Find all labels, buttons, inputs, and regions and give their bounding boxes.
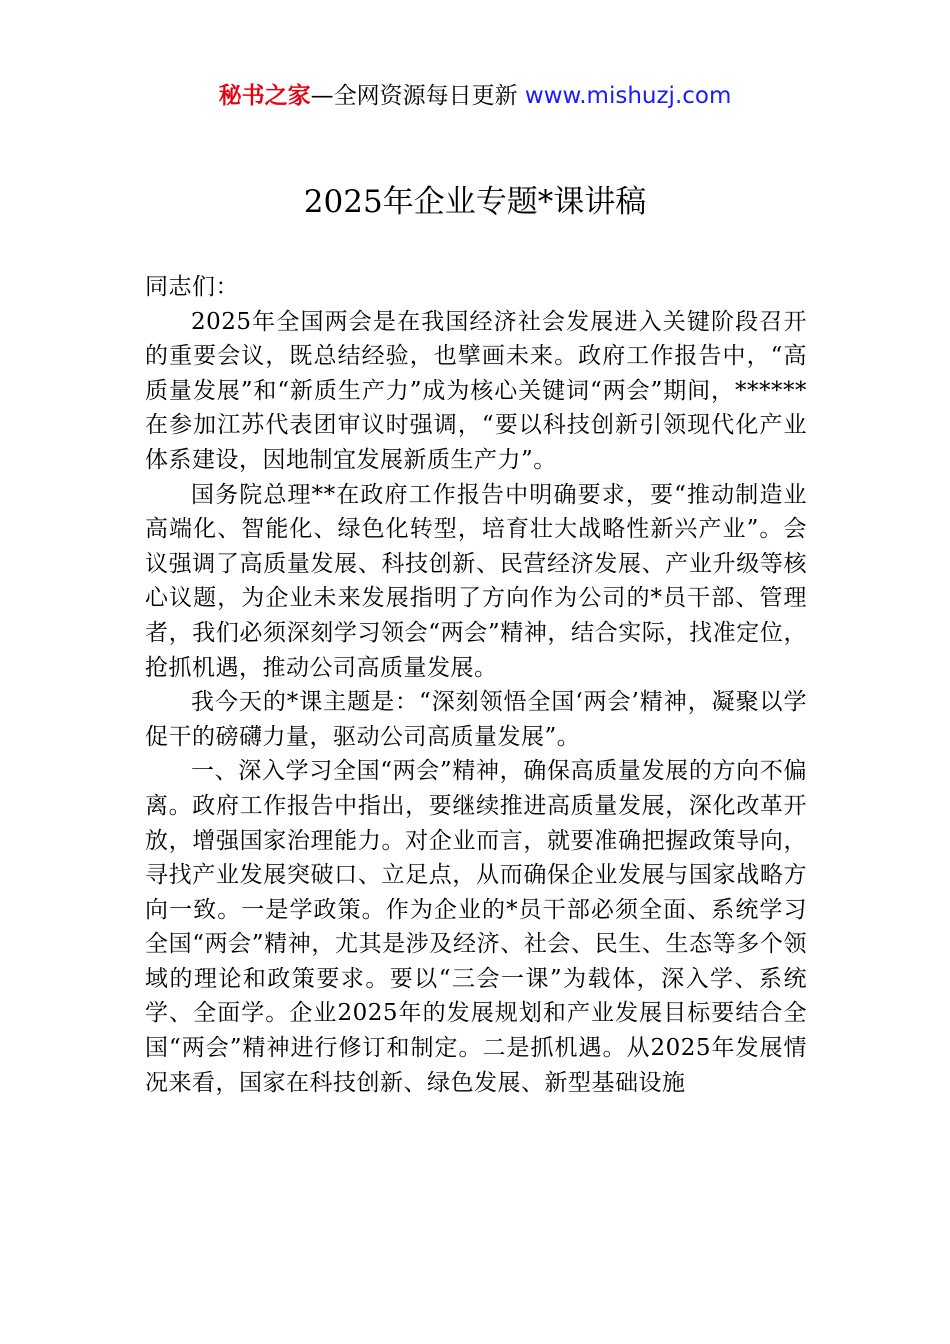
body-paragraph: 2025年全国两会是在我国经济社会发展进入关键阶段召开的重要会议，既总结经验，也擘画未来。政府工作报告中，“高质量发展”和“新质生产力”成为核心关键词“两会”期间，******在参加江苏代表团审议时强调，“要以科技创新引领现代化产业体系建设，因地制宜发展新质生产力”。 xyxy=(145,308,807,473)
document-title: 2025年企业专题*课讲稿 xyxy=(303,184,647,220)
site-url-link[interactable]: www.mishuzj.com xyxy=(524,83,732,109)
body-paragraph: 国务院总理**在政府工作报告中明确要求，要“推动制造业高端化、智能化、绿色化转型，培育壮大战略性新兴产业”。会议强调了高质量发展、科技创新、民营经济发展、产业升级等核心议题，为企业未来发展指明了方向作为公司的*员干部、管理者，我们必须深刻学习领会“两会”精神，结合实际，找准定位，抢抓机遇，推动公司高质量发展。 xyxy=(145,481,807,681)
site-brand: 秘书之家 xyxy=(218,83,311,109)
body-paragraph: 我今天的*课主题是：“深刻领悟全国‘两会’精神，凝聚以学促干的磅礴力量，驱动公司高质量发展”。 xyxy=(145,689,807,750)
body-paragraph: 一、深入学习全国“两会”精神，确保高质量发展的方向不偏离。政府工作报告中指出，要继续推进高质量发展，深化改革开放，增强国家治理能力。对企业而言，就要准确把握政策导向，寻找产业发展突破口、立足点，从而确保企业发展与国家战略方向一致。一是学政策。作为企业的*员干部必须全面、系统学习全国“两会”精神，尤其是涉及经济、社会、民生、生态等多个领域的理论和政策要求。要以“三会一课”为载体，深入学、系统学、全面学。企业2025年的发展规划和产业发展目标要结合全国“两会”精神进行修订和制定。二是抓机遇。从2025年发展情况来看，国家在科技创新、绿色发展、新型基础设施 xyxy=(145,758,807,1096)
salutation: 同志们： xyxy=(145,274,239,300)
site-header xyxy=(0,80,950,112)
document-body xyxy=(145,270,807,1100)
site-tagline: —全网资源每日更新 xyxy=(310,83,525,109)
